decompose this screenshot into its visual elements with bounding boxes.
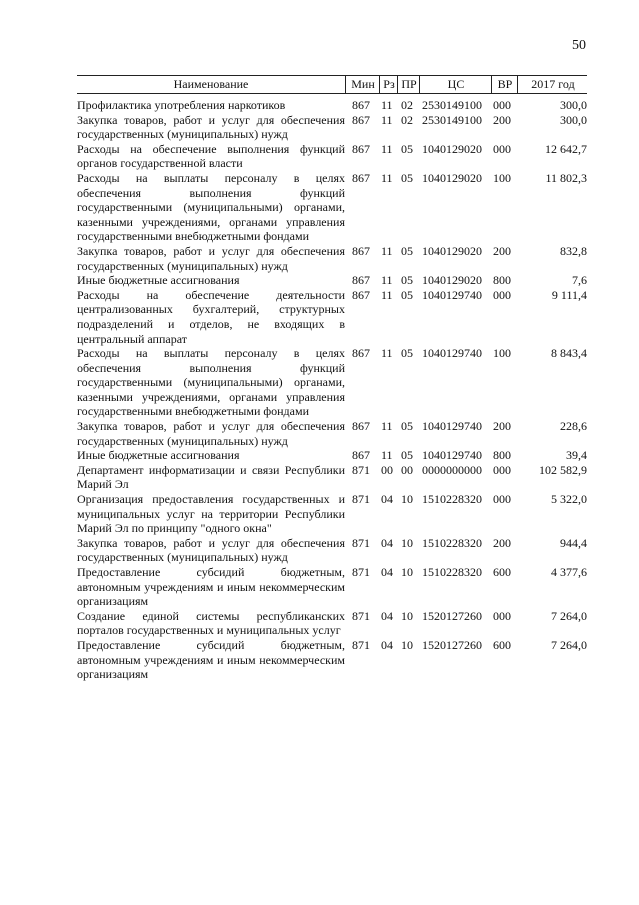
row-vr: 000 bbox=[493, 462, 511, 477]
row-cs: 1510228320 bbox=[422, 492, 482, 507]
row-vr: 100 bbox=[493, 170, 511, 185]
row-min: 867 bbox=[352, 287, 370, 302]
row-vr: 600 bbox=[493, 565, 511, 579]
row-cs: 1040129740 bbox=[422, 346, 482, 361]
row-cs: 2530149100 bbox=[422, 98, 482, 112]
table-row bbox=[77, 448, 587, 463]
row-cs: 1520127260 bbox=[422, 637, 482, 652]
row-min: 867 bbox=[352, 243, 370, 258]
row-cs: 2530149100 bbox=[422, 112, 482, 127]
row-pr: 05 bbox=[401, 141, 413, 156]
row-cs: 1520127260 bbox=[422, 608, 482, 623]
header-pr: ПР bbox=[397, 75, 420, 93]
row-min: 871 bbox=[352, 608, 370, 623]
row-pr: 05 bbox=[401, 346, 413, 361]
table-row bbox=[77, 609, 587, 638]
row-sum: 7 264,0 bbox=[551, 608, 587, 623]
row-sum: 11 802,3 bbox=[545, 170, 587, 185]
table-row bbox=[77, 98, 587, 113]
row-vr: 000 bbox=[493, 492, 511, 507]
row-sum: 228,6 bbox=[560, 419, 587, 434]
row-pr: 05 bbox=[401, 448, 413, 463]
row-vr: 000 bbox=[493, 98, 511, 112]
row-pr: 10 bbox=[401, 637, 413, 652]
row-rz: 04 bbox=[381, 535, 393, 550]
row-sum: 102 582,9 bbox=[539, 462, 587, 477]
row-name: Предоставление субсидий бюджетным, автономным учреждениям и иным некоммерческим организациям bbox=[77, 637, 345, 682]
row-vr: 200 bbox=[493, 243, 511, 258]
row-rz: 11 bbox=[381, 346, 393, 361]
row-name: Расходы на обеспечение деятельности централизованных бухгалтерий, структурных подразделений и отделов, не входящих в центральный аппарат bbox=[77, 287, 345, 346]
row-min: 867 bbox=[352, 346, 370, 361]
row-pr: 10 bbox=[401, 565, 413, 579]
header-cs: ЦС bbox=[419, 75, 492, 93]
row-pr: 05 bbox=[401, 287, 413, 302]
row-pr: 05 bbox=[401, 419, 413, 434]
row-rz: 11 bbox=[381, 112, 393, 127]
row-cs: 1040129740 bbox=[422, 287, 482, 302]
row-sum: 12 642,7 bbox=[545, 141, 587, 156]
row-name: Предоставление субсидий бюджетным, автономным учреждениям и иным некоммерческим организациям bbox=[77, 565, 345, 609]
row-pr: 05 bbox=[401, 243, 413, 258]
row-rz: 11 bbox=[381, 243, 393, 258]
row-pr: 10 bbox=[401, 608, 413, 623]
row-vr: 200 bbox=[493, 112, 511, 127]
header-min: Мин bbox=[345, 75, 380, 93]
row-sum: 832,8 bbox=[560, 243, 587, 258]
row-pr: 05 bbox=[401, 170, 413, 185]
row-name: Закупка товаров, работ и услуг для обеспечения государственных (муниципальных) нужд bbox=[77, 112, 345, 142]
row-cs: 1040129020 bbox=[422, 141, 482, 156]
row-vr: 100 bbox=[493, 346, 511, 361]
header-name: Наименование bbox=[173, 77, 249, 91]
row-vr: 800 bbox=[493, 448, 511, 463]
row-cs: 1510228320 bbox=[422, 565, 482, 579]
row-min: 871 bbox=[352, 565, 370, 579]
row-pr: 10 bbox=[401, 535, 413, 550]
row-rz: 04 bbox=[381, 608, 393, 623]
row-cs: 1040129740 bbox=[422, 448, 482, 463]
row-vr: 000 bbox=[493, 141, 511, 156]
row-sum: 944,4 bbox=[560, 535, 587, 550]
row-min: 867 bbox=[352, 112, 370, 127]
row-min: 867 bbox=[352, 141, 370, 156]
row-pr: 02 bbox=[401, 112, 413, 127]
table-row bbox=[77, 113, 587, 142]
row-rz: 11 bbox=[381, 170, 393, 185]
row-pr: 05 bbox=[401, 273, 413, 288]
table-row bbox=[77, 565, 587, 609]
row-sum: 300,0 bbox=[560, 98, 587, 112]
header-bottom-rule bbox=[77, 93, 587, 94]
row-name: Иные бюджетные ассигнования bbox=[77, 273, 240, 288]
row-vr: 000 bbox=[493, 287, 511, 302]
row-rz: 11 bbox=[381, 419, 393, 434]
table-row bbox=[77, 419, 587, 448]
row-name: Организация предоставления государственных и муниципальных услуг на территории Республики Марий Эл по принципу "одного окна" bbox=[77, 492, 345, 536]
row-cs: 1510228320 bbox=[422, 535, 482, 550]
row-sum: 300,0 bbox=[560, 112, 587, 127]
row-name: Закупка товаров, работ и услуг для обеспечения государственных (муниципальных) нужд bbox=[77, 243, 345, 273]
row-min: 871 bbox=[352, 535, 370, 550]
table-row bbox=[77, 346, 587, 419]
row-min: 867 bbox=[352, 448, 370, 463]
row-sum: 39,4 bbox=[566, 448, 587, 463]
table-row bbox=[77, 492, 587, 536]
row-min: 867 bbox=[352, 170, 370, 185]
row-min: 871 bbox=[352, 637, 370, 652]
row-sum: 4 377,6 bbox=[551, 565, 587, 579]
row-vr: 800 bbox=[493, 273, 511, 288]
row-name: Расходы на выплаты персоналу в целях обеспечения выполнения функций государственными (муниципальными) органами, казенными учреждениями, органами управления государственными внебюджетными фондами bbox=[77, 346, 345, 419]
row-name: Профилактика употребления наркотиков bbox=[77, 98, 286, 112]
row-vr: 200 bbox=[493, 535, 511, 550]
row-min: 871 bbox=[352, 492, 370, 507]
header-vr: ВР bbox=[491, 75, 518, 93]
row-name: Расходы на обеспечение выполнения функций органов государственной власти bbox=[77, 141, 345, 171]
row-name: Создание единой системы республиканских порталов государственных и муниципальных услуг bbox=[77, 608, 345, 638]
header-year: 2017 год bbox=[517, 75, 588, 93]
row-rz: 04 bbox=[381, 492, 393, 507]
row-cs: 1040129020 bbox=[422, 170, 482, 185]
table-row bbox=[77, 463, 587, 492]
row-name: Иные бюджетные ассигнования bbox=[77, 448, 240, 463]
table-row bbox=[77, 244, 587, 273]
row-min: 867 bbox=[352, 98, 370, 112]
row-sum: 5 322,0 bbox=[551, 492, 587, 507]
row-rz: 00 bbox=[381, 462, 393, 477]
row-rz: 04 bbox=[381, 637, 393, 652]
page-number: 50 bbox=[572, 38, 586, 53]
row-rz: 11 bbox=[381, 98, 393, 112]
table-row bbox=[77, 536, 587, 565]
row-pr: 00 bbox=[401, 462, 413, 477]
row-cs: 1040129020 bbox=[422, 243, 482, 258]
table-row bbox=[77, 288, 587, 346]
row-rz: 11 bbox=[381, 141, 393, 156]
row-sum: 8 843,4 bbox=[551, 346, 587, 361]
row-pr: 02 bbox=[401, 98, 413, 112]
row-sum: 7 264,0 bbox=[551, 637, 587, 652]
row-rz: 11 bbox=[381, 448, 393, 463]
row-cs: 1040129020 bbox=[422, 273, 482, 288]
row-name: Департамент информатизации и связи Республики Марий Эл bbox=[77, 462, 345, 492]
row-vr: 200 bbox=[493, 419, 511, 434]
row-rz: 11 bbox=[381, 273, 393, 288]
row-min: 871 bbox=[352, 462, 370, 477]
row-rz: 11 bbox=[381, 287, 393, 302]
row-name: Закупка товаров, работ и услуг для обеспечения государственных (муниципальных) нужд bbox=[77, 419, 345, 448]
header-rz: Рз bbox=[379, 75, 398, 93]
row-min: 867 bbox=[352, 273, 370, 288]
table-row bbox=[77, 142, 587, 171]
table-header bbox=[77, 75, 587, 94]
row-name: Расходы на выплаты персоналу в целях обеспечения выполнения функций государственными (муниципальными) органами, казенными учреждениями, органами управления государственными внебюджетными фондами bbox=[77, 170, 345, 244]
table-row bbox=[77, 171, 587, 244]
table-row bbox=[77, 638, 587, 682]
table-row bbox=[77, 273, 587, 288]
row-sum: 7,6 bbox=[572, 273, 587, 288]
budget-table bbox=[77, 98, 587, 682]
row-vr: 600 bbox=[493, 637, 511, 652]
row-vr: 000 bbox=[493, 608, 511, 623]
row-cs: 1040129740 bbox=[422, 419, 482, 434]
row-cs: 0000000000 bbox=[422, 462, 482, 477]
row-min: 867 bbox=[352, 419, 370, 434]
row-name: Закупка товаров, работ и услуг для обеспечения государственных (муниципальных) нужд bbox=[77, 535, 345, 565]
row-sum: 9 111,4 bbox=[551, 287, 587, 302]
row-rz: 04 bbox=[381, 565, 393, 579]
row-pr: 10 bbox=[401, 492, 413, 507]
